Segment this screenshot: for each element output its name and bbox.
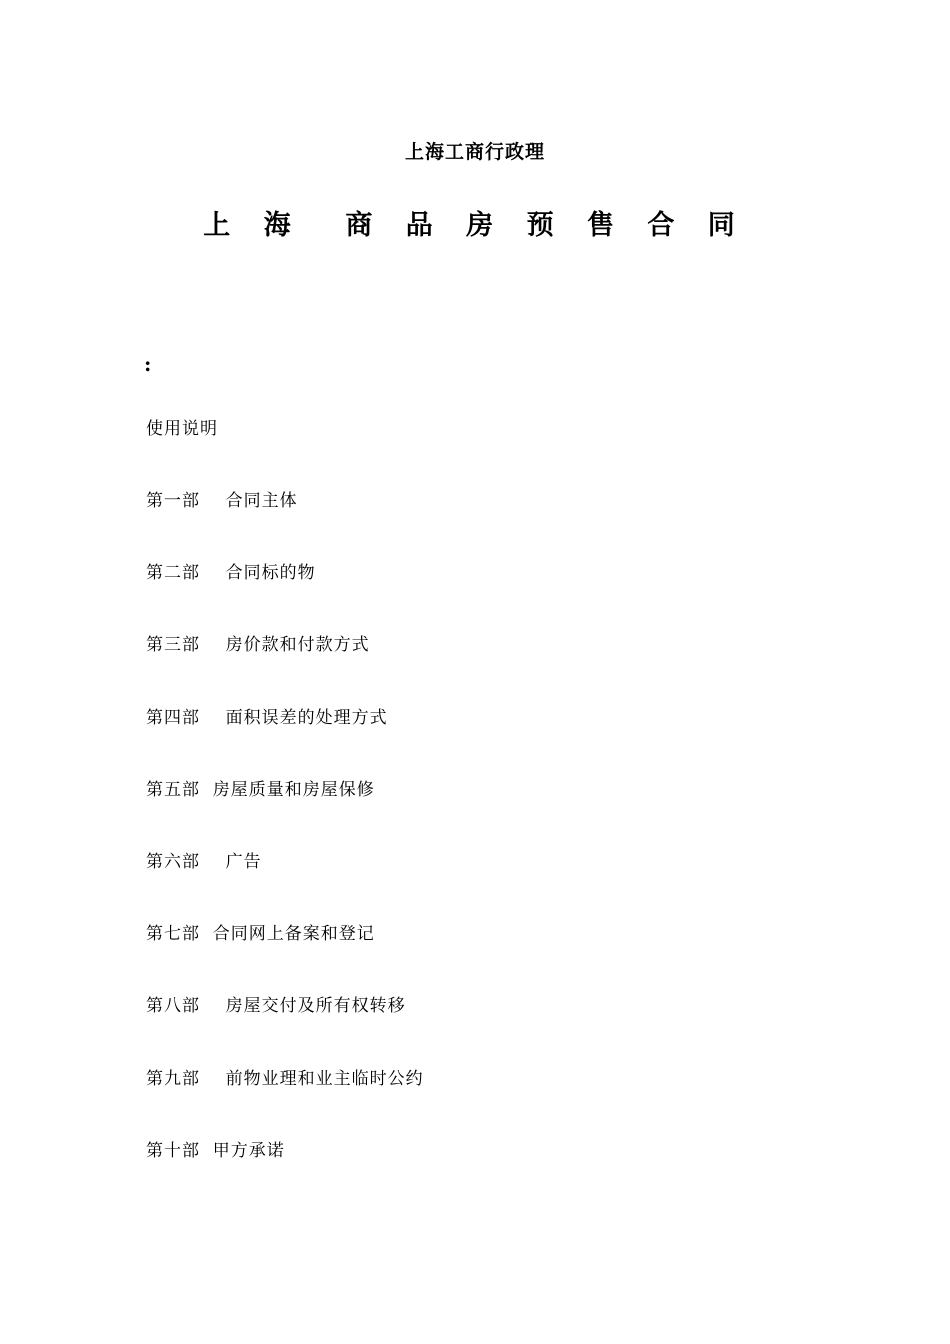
toc-item-3: 第三部 房价款和付款方式 bbox=[146, 635, 370, 656]
toc-item-9: 第九部 前物业理和业主临时公约 bbox=[146, 1068, 424, 1089]
colon-mark: : bbox=[144, 352, 152, 376]
toc-item-7: 第七部 合同网上备案和登记 bbox=[146, 924, 375, 945]
document-subtitle: 上海工商行政理 bbox=[404, 141, 545, 163]
toc-item-2: 第二部 合同标的物 bbox=[146, 563, 316, 584]
document-title: 上 海 商 品 房 预 售 合 同 bbox=[203, 210, 747, 241]
toc-heading: 使用说明 bbox=[146, 419, 218, 439]
table-of-contents bbox=[146, 486, 424, 1208]
toc-item-1: 第一部 合同主体 bbox=[146, 491, 298, 511]
toc-item-10: 第十部 甲方承诺 bbox=[146, 1140, 285, 1161]
toc-item-5: 第五部 房屋质量和房屋保修 bbox=[146, 779, 375, 800]
toc-item-6: 第六部 广告 bbox=[146, 851, 262, 872]
toc-item-4: 第四部 面积误差的处理方式 bbox=[146, 707, 388, 728]
toc-item-8: 第八部 房屋交付及所有权转移 bbox=[146, 996, 406, 1017]
